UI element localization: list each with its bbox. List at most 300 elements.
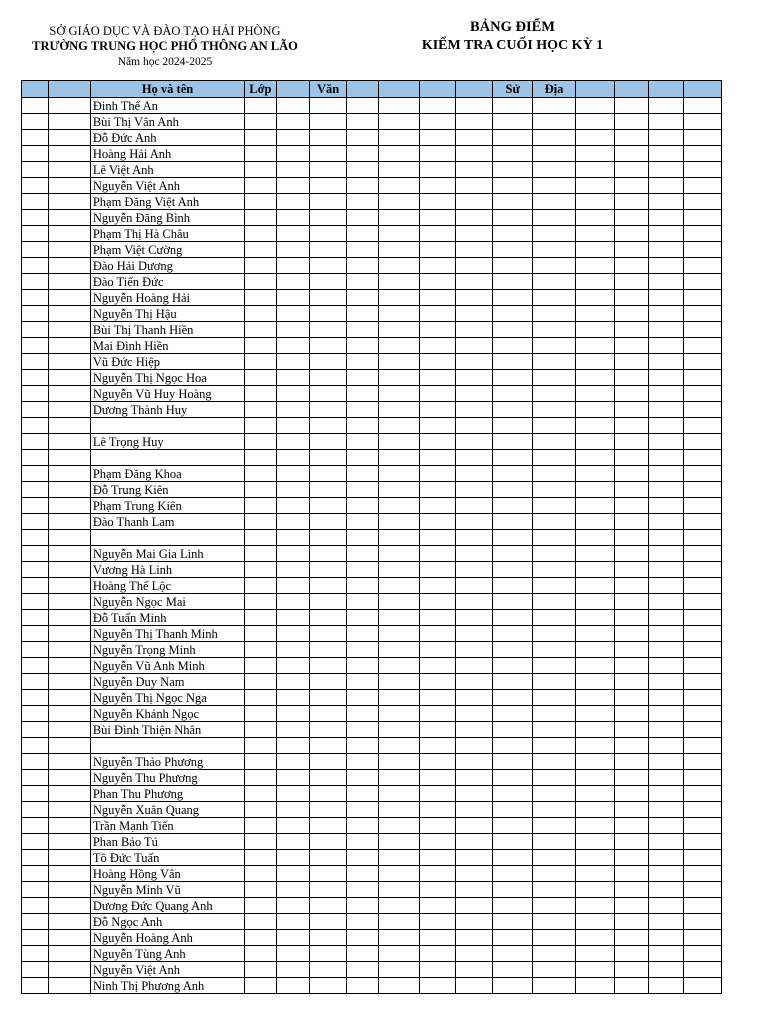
grid-cell xyxy=(22,530,49,546)
grid-cell xyxy=(49,722,91,738)
grid-cell xyxy=(49,706,91,722)
student-name-cell: Ninh Thị Phương Anh xyxy=(90,978,244,994)
grid-cell xyxy=(276,834,309,850)
grid-cell xyxy=(455,162,493,178)
grid-cell xyxy=(420,706,455,722)
grid-cell xyxy=(347,274,378,290)
grid-cell xyxy=(533,802,576,818)
grid-cell xyxy=(245,642,276,658)
column-header xyxy=(276,81,309,98)
grid-cell xyxy=(378,946,420,962)
grid-cell xyxy=(575,354,615,370)
grid-cell xyxy=(22,626,49,642)
header-left xyxy=(10,24,320,71)
grid-cell xyxy=(575,146,615,162)
student-name-cell xyxy=(90,530,244,546)
grid-cell xyxy=(493,834,533,850)
grid-cell xyxy=(455,370,493,386)
grid-cell xyxy=(615,418,648,434)
grid-cell xyxy=(245,946,276,962)
grid-cell xyxy=(455,562,493,578)
grid-cell xyxy=(347,690,378,706)
grid-cell xyxy=(420,946,455,962)
grid-cell xyxy=(276,530,309,546)
grid-cell xyxy=(378,242,420,258)
table-row xyxy=(22,642,722,658)
grid-cell xyxy=(22,562,49,578)
grid-cell xyxy=(493,402,533,418)
grid-cell xyxy=(648,658,683,674)
column-header: Sử xyxy=(493,81,533,98)
grid-cell xyxy=(455,610,493,626)
grid-cell xyxy=(684,146,722,162)
grid-cell xyxy=(575,978,615,994)
grid-cell xyxy=(245,594,276,610)
grid-cell xyxy=(684,210,722,226)
grid-cell xyxy=(347,242,378,258)
grid-cell xyxy=(533,882,576,898)
grid-cell xyxy=(615,482,648,498)
grid-cell xyxy=(378,962,420,978)
grid-cell xyxy=(49,466,91,482)
grid-cell xyxy=(22,354,49,370)
grid-cell xyxy=(347,802,378,818)
grid-cell xyxy=(309,114,347,130)
grid-cell xyxy=(533,402,576,418)
grid-cell xyxy=(347,562,378,578)
column-header: Văn xyxy=(309,81,347,98)
grid-cell xyxy=(684,194,722,210)
table-row xyxy=(22,818,722,834)
table-row xyxy=(22,354,722,370)
grid-cell xyxy=(245,914,276,930)
table-row xyxy=(22,514,722,530)
grid-cell xyxy=(276,194,309,210)
grid-cell xyxy=(276,962,309,978)
grid-cell xyxy=(493,450,533,466)
grid-cell xyxy=(309,610,347,626)
grid-cell xyxy=(493,146,533,162)
grid-cell xyxy=(347,418,378,434)
grid-cell xyxy=(49,546,91,562)
grid-cell xyxy=(347,354,378,370)
grid-cell xyxy=(684,498,722,514)
grid-cell xyxy=(575,114,615,130)
grid-cell xyxy=(493,130,533,146)
grid-cell xyxy=(378,290,420,306)
grid-cell xyxy=(309,482,347,498)
grid-cell xyxy=(49,514,91,530)
grid-cell xyxy=(533,354,576,370)
grid-cell xyxy=(684,962,722,978)
grid-cell xyxy=(615,770,648,786)
grid-cell xyxy=(245,514,276,530)
grid-cell xyxy=(49,738,91,754)
grid-cell xyxy=(648,866,683,882)
grid-cell xyxy=(493,962,533,978)
grid-cell xyxy=(347,130,378,146)
grid-cell xyxy=(575,914,615,930)
grid-cell xyxy=(49,866,91,882)
grid-cell xyxy=(533,306,576,322)
grid-cell xyxy=(684,482,722,498)
column-header xyxy=(420,81,455,98)
grid-cell xyxy=(22,658,49,674)
grid-cell xyxy=(245,802,276,818)
grid-cell xyxy=(276,258,309,274)
grid-cell xyxy=(49,290,91,306)
grid-cell xyxy=(533,434,576,450)
grid-cell xyxy=(309,530,347,546)
table-row xyxy=(22,242,722,258)
grid-cell xyxy=(575,962,615,978)
grid-cell xyxy=(245,930,276,946)
grid-cell xyxy=(684,114,722,130)
grid-cell xyxy=(49,962,91,978)
grid-cell xyxy=(245,210,276,226)
grid-cell xyxy=(22,178,49,194)
grid-cell xyxy=(276,562,309,578)
student-name-cell: Nguyễn Trọng Minh xyxy=(90,642,244,658)
grid-cell xyxy=(455,530,493,546)
grid-cell xyxy=(648,786,683,802)
grid-cell xyxy=(420,722,455,738)
grid-cell xyxy=(22,242,49,258)
student-name-cell: Lê Trọng Huy xyxy=(90,434,244,450)
grid-cell xyxy=(347,370,378,386)
grid-cell xyxy=(276,114,309,130)
grid-cell xyxy=(245,866,276,882)
grid-cell xyxy=(575,450,615,466)
student-name-cell: Nguyễn Thị Hậu xyxy=(90,306,244,322)
grid-cell xyxy=(420,834,455,850)
grid-cell xyxy=(347,626,378,642)
grid-cell xyxy=(22,210,49,226)
student-name-cell: Vũ Đức Hiệp xyxy=(90,354,244,370)
grid-cell xyxy=(575,754,615,770)
grid-cell xyxy=(420,466,455,482)
grid-cell xyxy=(493,274,533,290)
grid-cell xyxy=(49,530,91,546)
grid-cell xyxy=(309,978,347,994)
grid-cell xyxy=(493,242,533,258)
grid-cell xyxy=(493,290,533,306)
grid-cell xyxy=(22,706,49,722)
grid-cell xyxy=(309,770,347,786)
grid-cell xyxy=(533,114,576,130)
grid-cell xyxy=(533,98,576,114)
grid-cell xyxy=(276,786,309,802)
grid-cell xyxy=(648,258,683,274)
grid-cell xyxy=(245,738,276,754)
grid-cell xyxy=(455,450,493,466)
grid-cell xyxy=(49,370,91,386)
grid-cell xyxy=(420,162,455,178)
grid-cell xyxy=(276,898,309,914)
grid-cell xyxy=(455,882,493,898)
grid-cell xyxy=(684,946,722,962)
grid-cell xyxy=(575,530,615,546)
grid-cell xyxy=(493,770,533,786)
grid-cell xyxy=(533,290,576,306)
grid-cell xyxy=(648,482,683,498)
grid-cell xyxy=(575,482,615,498)
grid-cell xyxy=(575,674,615,690)
grid-cell xyxy=(49,450,91,466)
grid-cell xyxy=(533,786,576,802)
grid-cell xyxy=(276,450,309,466)
table-row xyxy=(22,738,722,754)
grid-cell xyxy=(309,562,347,578)
grid-cell xyxy=(575,770,615,786)
grid-cell xyxy=(49,658,91,674)
student-name-cell xyxy=(90,738,244,754)
student-name-cell: Nguyễn Ngọc Mai xyxy=(90,594,244,610)
grid-cell xyxy=(455,514,493,530)
grid-cell xyxy=(245,562,276,578)
grid-cell xyxy=(378,818,420,834)
grade-table xyxy=(21,80,722,994)
grid-cell xyxy=(378,834,420,850)
grid-cell xyxy=(378,978,420,994)
grid-cell xyxy=(533,322,576,338)
grid-cell xyxy=(615,930,648,946)
student-name-cell: Hoàng Hồng Vân xyxy=(90,866,244,882)
grid-cell xyxy=(276,482,309,498)
grid-cell xyxy=(493,370,533,386)
grid-cell xyxy=(648,642,683,658)
grid-cell xyxy=(347,338,378,354)
grid-cell xyxy=(575,786,615,802)
grid-cell xyxy=(455,690,493,706)
grid-cell xyxy=(648,578,683,594)
grid-cell xyxy=(684,386,722,402)
grid-cell xyxy=(420,578,455,594)
grid-cell xyxy=(493,866,533,882)
grid-cell xyxy=(245,482,276,498)
column-header xyxy=(347,81,378,98)
grid-cell xyxy=(276,178,309,194)
student-name-cell: Đỗ Trung Kiên xyxy=(90,482,244,498)
grid-cell xyxy=(276,690,309,706)
grid-cell xyxy=(615,258,648,274)
grid-cell xyxy=(648,434,683,450)
table-row xyxy=(22,978,722,994)
grid-cell xyxy=(575,226,615,242)
grid-cell xyxy=(455,354,493,370)
grid-cell xyxy=(648,978,683,994)
table-row xyxy=(22,706,722,722)
grid-cell xyxy=(455,642,493,658)
grid-cell xyxy=(684,98,722,114)
grid-cell xyxy=(347,482,378,498)
student-name-cell: Phạm Đăng Khoa xyxy=(90,466,244,482)
grid-cell xyxy=(22,146,49,162)
grid-cell xyxy=(575,370,615,386)
grid-cell xyxy=(49,242,91,258)
grid-cell xyxy=(347,754,378,770)
grid-cell xyxy=(684,354,722,370)
table-row xyxy=(22,722,722,738)
grid-cell xyxy=(245,402,276,418)
table-row xyxy=(22,658,722,674)
grid-cell xyxy=(455,418,493,434)
grid-cell xyxy=(309,818,347,834)
grid-cell xyxy=(22,738,49,754)
grid-cell xyxy=(245,178,276,194)
grid-cell xyxy=(309,386,347,402)
grid-cell xyxy=(455,402,493,418)
grid-cell xyxy=(533,962,576,978)
grid-cell xyxy=(648,818,683,834)
grid-cell xyxy=(615,98,648,114)
grid-cell xyxy=(245,546,276,562)
grid-cell xyxy=(575,690,615,706)
grid-cell xyxy=(684,802,722,818)
grid-cell xyxy=(684,866,722,882)
grid-cell xyxy=(684,434,722,450)
grid-cell xyxy=(420,802,455,818)
grid-cell xyxy=(276,322,309,338)
grid-cell xyxy=(245,658,276,674)
grid-cell xyxy=(684,402,722,418)
grid-cell xyxy=(378,370,420,386)
grid-cell xyxy=(648,738,683,754)
grid-cell xyxy=(615,194,648,210)
grid-cell xyxy=(493,914,533,930)
table-row xyxy=(22,418,722,434)
grid-cell xyxy=(493,610,533,626)
column-header xyxy=(22,81,49,98)
grid-cell xyxy=(493,786,533,802)
table-row xyxy=(22,546,722,562)
grid-cell xyxy=(615,962,648,978)
table-row xyxy=(22,834,722,850)
grid-cell xyxy=(615,178,648,194)
grid-cell xyxy=(455,146,493,162)
grid-cell xyxy=(276,130,309,146)
grid-cell xyxy=(49,834,91,850)
grid-cell xyxy=(684,658,722,674)
grid-cell xyxy=(245,194,276,210)
grid-cell xyxy=(378,546,420,562)
grid-cell xyxy=(493,658,533,674)
grid-cell xyxy=(615,226,648,242)
table-row xyxy=(22,914,722,930)
grid-cell xyxy=(276,402,309,418)
grid-cell xyxy=(615,658,648,674)
grid-cell xyxy=(245,338,276,354)
grid-cell xyxy=(684,706,722,722)
student-name-cell: Nguyễn Đăng Bình xyxy=(90,210,244,226)
table-row xyxy=(22,610,722,626)
grid-cell xyxy=(575,194,615,210)
grid-cell xyxy=(533,194,576,210)
grid-cell xyxy=(276,930,309,946)
grid-cell xyxy=(684,626,722,642)
grid-cell xyxy=(245,530,276,546)
grid-cell xyxy=(420,562,455,578)
grid-cell xyxy=(22,610,49,626)
grid-cell xyxy=(378,162,420,178)
grid-cell xyxy=(347,722,378,738)
grid-cell xyxy=(22,978,49,994)
grid-cell xyxy=(347,226,378,242)
grid-cell xyxy=(22,882,49,898)
student-name-cell: Nguyễn Minh Vũ xyxy=(90,882,244,898)
grid-cell xyxy=(648,274,683,290)
grid-cell xyxy=(615,146,648,162)
grid-cell xyxy=(615,514,648,530)
grid-cell xyxy=(575,338,615,354)
grid-cell xyxy=(684,514,722,530)
table-row xyxy=(22,370,722,386)
grid-cell xyxy=(648,114,683,130)
grid-cell xyxy=(378,914,420,930)
grid-cell xyxy=(309,178,347,194)
grid-cell xyxy=(378,722,420,738)
grid-cell xyxy=(49,306,91,322)
grid-cell xyxy=(49,578,91,594)
grid-cell xyxy=(276,978,309,994)
grid-cell xyxy=(615,386,648,402)
grid-cell xyxy=(684,418,722,434)
grid-cell xyxy=(347,450,378,466)
grid-cell xyxy=(347,530,378,546)
grid-cell xyxy=(455,498,493,514)
student-name-cell: Nguyễn Khánh Ngọc xyxy=(90,706,244,722)
grid-cell xyxy=(245,418,276,434)
table-row xyxy=(22,850,722,866)
grid-cell xyxy=(533,178,576,194)
student-name-cell: Bùi Đình Thiện Nhân xyxy=(90,722,244,738)
grid-cell xyxy=(22,402,49,418)
student-name-cell: Phan Thu Phương xyxy=(90,786,244,802)
grid-cell xyxy=(49,162,91,178)
grid-cell xyxy=(455,386,493,402)
table-row xyxy=(22,674,722,690)
grid-cell xyxy=(276,802,309,818)
table-row xyxy=(22,434,722,450)
grid-cell xyxy=(22,834,49,850)
grid-cell xyxy=(533,690,576,706)
grid-cell xyxy=(533,530,576,546)
student-name-cell: Nguyễn Duy Nam xyxy=(90,674,244,690)
student-name-cell: Vương Hà Linh xyxy=(90,562,244,578)
grid-cell xyxy=(378,626,420,642)
grid-cell xyxy=(684,162,722,178)
student-name-cell: Nguyễn Thị Thanh Minh xyxy=(90,626,244,642)
grid-cell xyxy=(276,386,309,402)
column-header xyxy=(575,81,615,98)
grid-cell xyxy=(378,690,420,706)
student-name-cell: Đào Hải Dương xyxy=(90,258,244,274)
grid-cell xyxy=(533,274,576,290)
grid-cell xyxy=(615,914,648,930)
grid-cell xyxy=(309,242,347,258)
grid-cell xyxy=(493,978,533,994)
grid-cell xyxy=(615,706,648,722)
grid-cell xyxy=(575,610,615,626)
grid-cell xyxy=(22,754,49,770)
grid-cell xyxy=(309,466,347,482)
grid-cell xyxy=(533,834,576,850)
grid-cell xyxy=(575,562,615,578)
grid-cell xyxy=(615,898,648,914)
grid-cell xyxy=(648,178,683,194)
grid-cell xyxy=(276,914,309,930)
grid-cell xyxy=(648,226,683,242)
